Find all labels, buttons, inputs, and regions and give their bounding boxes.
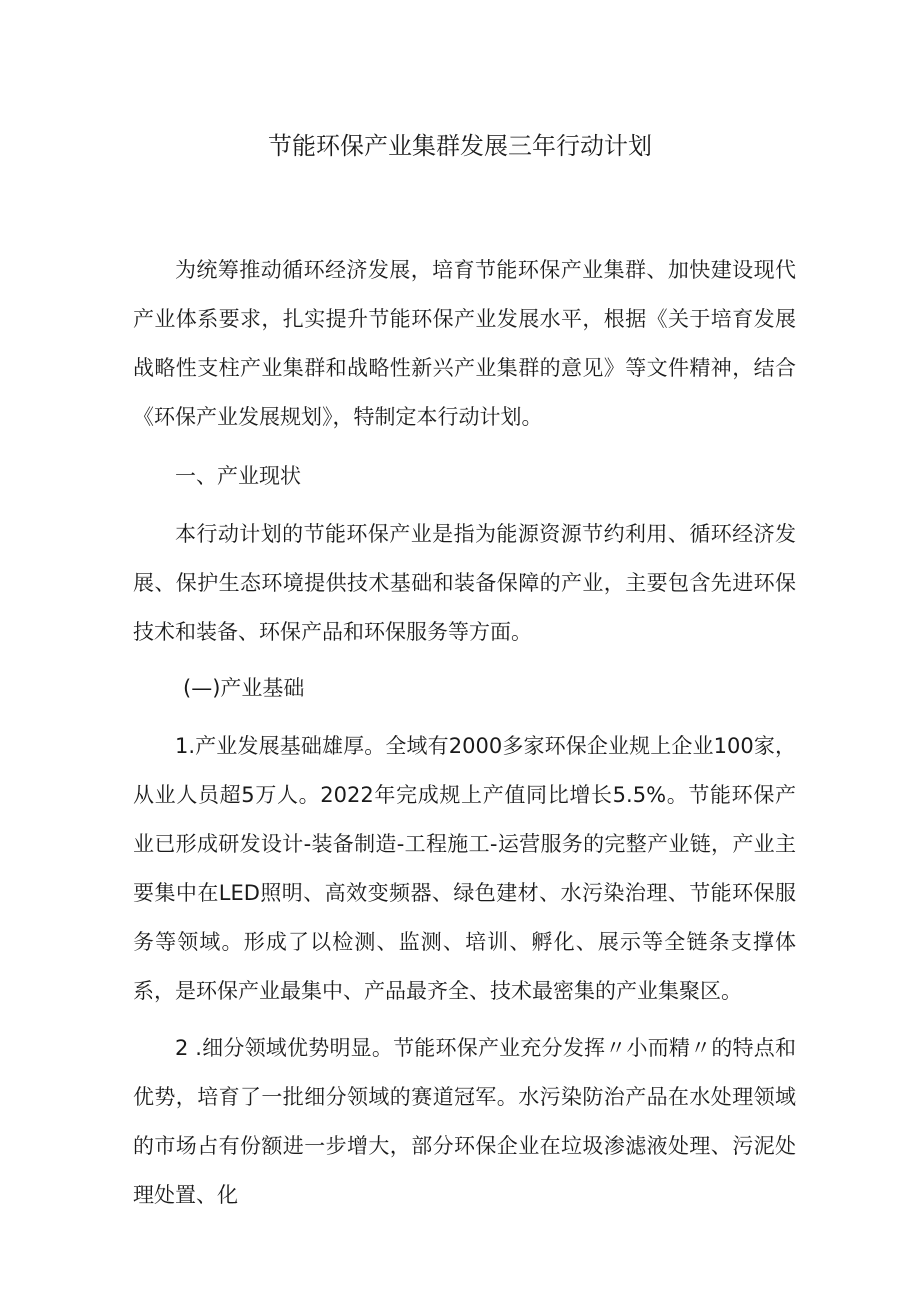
list-item-foundation-strong: 1.产业发展基础雄厚。全域有2000多家环保企业规上企业100家，从业人员超5万人。2022年完成规上产值同比增长5.5%。节能环保产业已形成研发设计-装备制造-工程施工-运营服务的完整产业链，产业主要集中在LED照明、高效变频器、绿色建材、水污染治理、节能环保服务等领域。形成了以检测、监测、培训、孵化、展示等全链条支撑体系，是环保产业最集中、产品最齐全、技术最密集的产业集聚区。 [133, 734, 796, 1003]
section-heading-industry-status: 一、产业现状 [175, 464, 301, 488]
list-item-niche-advantages: 2 .细分领域优势明显。节能环保产业充分发挥〃小而精〃的特点和优势，培育了一批细分领域的赛道冠军。水污染防治产品在水处理领域的市场占有份额进一步增大，部分环保企业在垃圾渗滤液处理、污泥处理处置、化 [133, 1036, 796, 1207]
intro-paragraph: 为统筹推动循环经济发展，培育节能环保产业集群、加快建设现代产业体系要求，扎实提升节能环保产业发展水平，根据《关于培育发展战略性支柱产业集群和战略性新兴产业集群的意见》等文件精神，结合《环保产业发展规划》，特制定本行动计划。 [133, 258, 796, 429]
subsection-heading-industry-foundation: (—)产业基础 [183, 676, 305, 700]
document-title: 节能环保产业集群发展三年行动计划 [268, 132, 652, 160]
section-body-industry-definition: 本行动计划的节能环保产业是指为能源资源节约利用、循环经济发展、保护生态环境提供技术基础和装备保障的产业，主要包含先进环保技术和装备、环保产品和环保服务等方面。 [133, 522, 796, 644]
